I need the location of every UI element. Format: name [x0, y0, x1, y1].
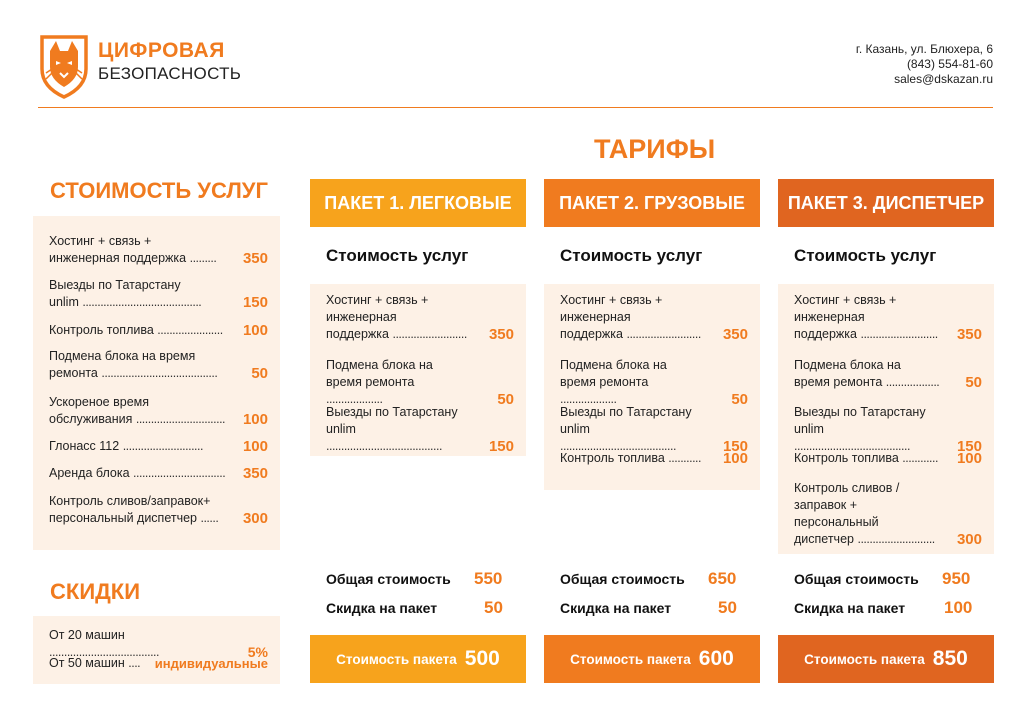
package-item-price: 150	[956, 438, 982, 455]
package-3-total: Общая стоимость 950	[794, 569, 971, 588]
package-row: Выезды по Татарстану unlim ....................................... 150	[560, 405, 748, 455]
discount-row: От 50 машин .... индивидуальные	[49, 656, 268, 671]
services-box	[33, 216, 280, 550]
service-price: 150	[242, 294, 268, 311]
package-2-price: Стоимость пакета 600	[544, 635, 760, 683]
package-1-header: ПАКЕТ 1. ЛЕГКОВЫЕ	[310, 179, 526, 227]
package-2-subtitle: Стоимость услуг	[560, 246, 703, 265]
package-3-box	[778, 284, 994, 554]
brand-name-line2: БЕЗОПАСНОСТЬ	[98, 64, 242, 83]
service-row: Аренда блока ............................... 350	[49, 465, 268, 482]
package-item-price: 50	[731, 391, 748, 408]
package-1-subtitle: Стоимость услуг	[326, 246, 469, 265]
contact-email[interactable]: sales@dskazan.ru	[894, 72, 993, 86]
package-item-price: 350	[956, 326, 982, 343]
package-item-price: 150	[488, 438, 514, 455]
discounts-title: СКИДКИ	[50, 579, 141, 604]
package-row: Контроль сливов / заправок + персональный диспетчер .......................... 300	[794, 481, 982, 548]
package-row: Хостинг + связь + инженерная поддержка .......................... 350	[794, 293, 982, 343]
package-row: Контроль топлива ........... 100	[560, 450, 748, 467]
page-title: ТАРИФЫ	[594, 134, 716, 164]
lynx-shield-icon	[38, 33, 90, 99]
discounts-box	[33, 616, 280, 684]
package-row: Подмена блока на время ремонта ................... 50	[326, 358, 514, 408]
package-item-price: 100	[722, 450, 748, 467]
package-item-price: 350	[488, 326, 514, 343]
package-1-price: Стоимость пакета 500	[310, 635, 526, 683]
package-item-price: 50	[497, 391, 514, 408]
package-item-price: 350	[722, 326, 748, 343]
package-row: Выезды по Татарстану unlim ....................................... 150	[326, 405, 514, 455]
package-row: Хостинг + связь + инженерная поддержка ......................... 350	[326, 293, 514, 343]
service-row: Выезды по Татарстану unlim ........................................ 150	[49, 278, 268, 311]
service-row: Контроль сливов/заправок+ персональный диспетчер ...... 300	[49, 494, 268, 527]
package-row: Подмена блока на время ремонта ................... 50	[560, 358, 748, 408]
package-1-discount: Скидка на пакет 50	[326, 598, 503, 617]
contact-phone[interactable]: (843) 554-81-60	[906, 57, 993, 71]
package-item-price: 300	[956, 531, 982, 548]
services-title: СТОИМОСТЬ УСЛУГ	[50, 178, 268, 203]
contact-address: г. Казань, ул. Блюхера, 6	[855, 42, 993, 56]
service-price: 350	[242, 250, 268, 267]
package-2-total: Общая стоимость 650	[560, 569, 737, 588]
service-price: 100	[242, 411, 268, 428]
service-row: Контроль топлива ...................... 100	[49, 322, 268, 339]
package-2-discount: Скидка на пакет 50	[560, 598, 737, 617]
discount-row: От 20 машин ..................................... 5%	[49, 628, 268, 660]
service-price: 300	[242, 510, 268, 527]
package-item-price: 150	[722, 438, 748, 455]
service-price: 100	[242, 438, 268, 455]
package-3-price: Стоимость пакета 850	[778, 635, 994, 683]
package-row: Контроль топлива ............ 100	[794, 450, 982, 467]
header-divider	[38, 107, 993, 108]
package-1-box	[310, 284, 526, 456]
package-3-header: ПАКЕТ 3. ДИСПЕТЧЕР	[778, 179, 994, 227]
package-row: Выезды по Татарстану unlim ....................................... 150	[794, 405, 982, 455]
discount-value: 5%	[247, 644, 268, 660]
brand-name-line1: ЦИФРОВАЯ	[98, 39, 225, 62]
service-row: Хостинг + связь + инженерная поддержка ......... 350	[49, 234, 268, 267]
service-price: 350	[242, 465, 268, 482]
discount-value: индивидуальные	[154, 656, 268, 671]
service-row: Подмена блока на время ремонта ....................................... 50	[49, 349, 268, 382]
service-price: 50	[251, 365, 268, 382]
package-row: Подмена блока на время ремонта .................. 50	[794, 358, 982, 391]
package-3-discount: Скидка на пакет 100	[794, 598, 973, 617]
package-2-box	[544, 284, 760, 490]
package-item-price: 100	[956, 450, 982, 467]
brand-logo	[38, 33, 242, 99]
service-row: Ускореное время обслуживания .............................. 100	[49, 395, 268, 428]
service-price: 100	[242, 322, 268, 339]
package-row: Хостинг + связь + инженерная поддержка ......................... 350	[560, 293, 748, 343]
package-2-header: ПАКЕТ 2. ГРУЗОВЫЕ	[544, 179, 760, 227]
package-3-subtitle: Стоимость услуг	[794, 246, 937, 265]
package-item-price: 50	[965, 374, 982, 391]
service-row: Глонасс 112 ........................... 100	[49, 438, 268, 455]
contact-info	[856, 42, 993, 87]
package-1-total: Общая стоимость 550	[326, 569, 503, 588]
